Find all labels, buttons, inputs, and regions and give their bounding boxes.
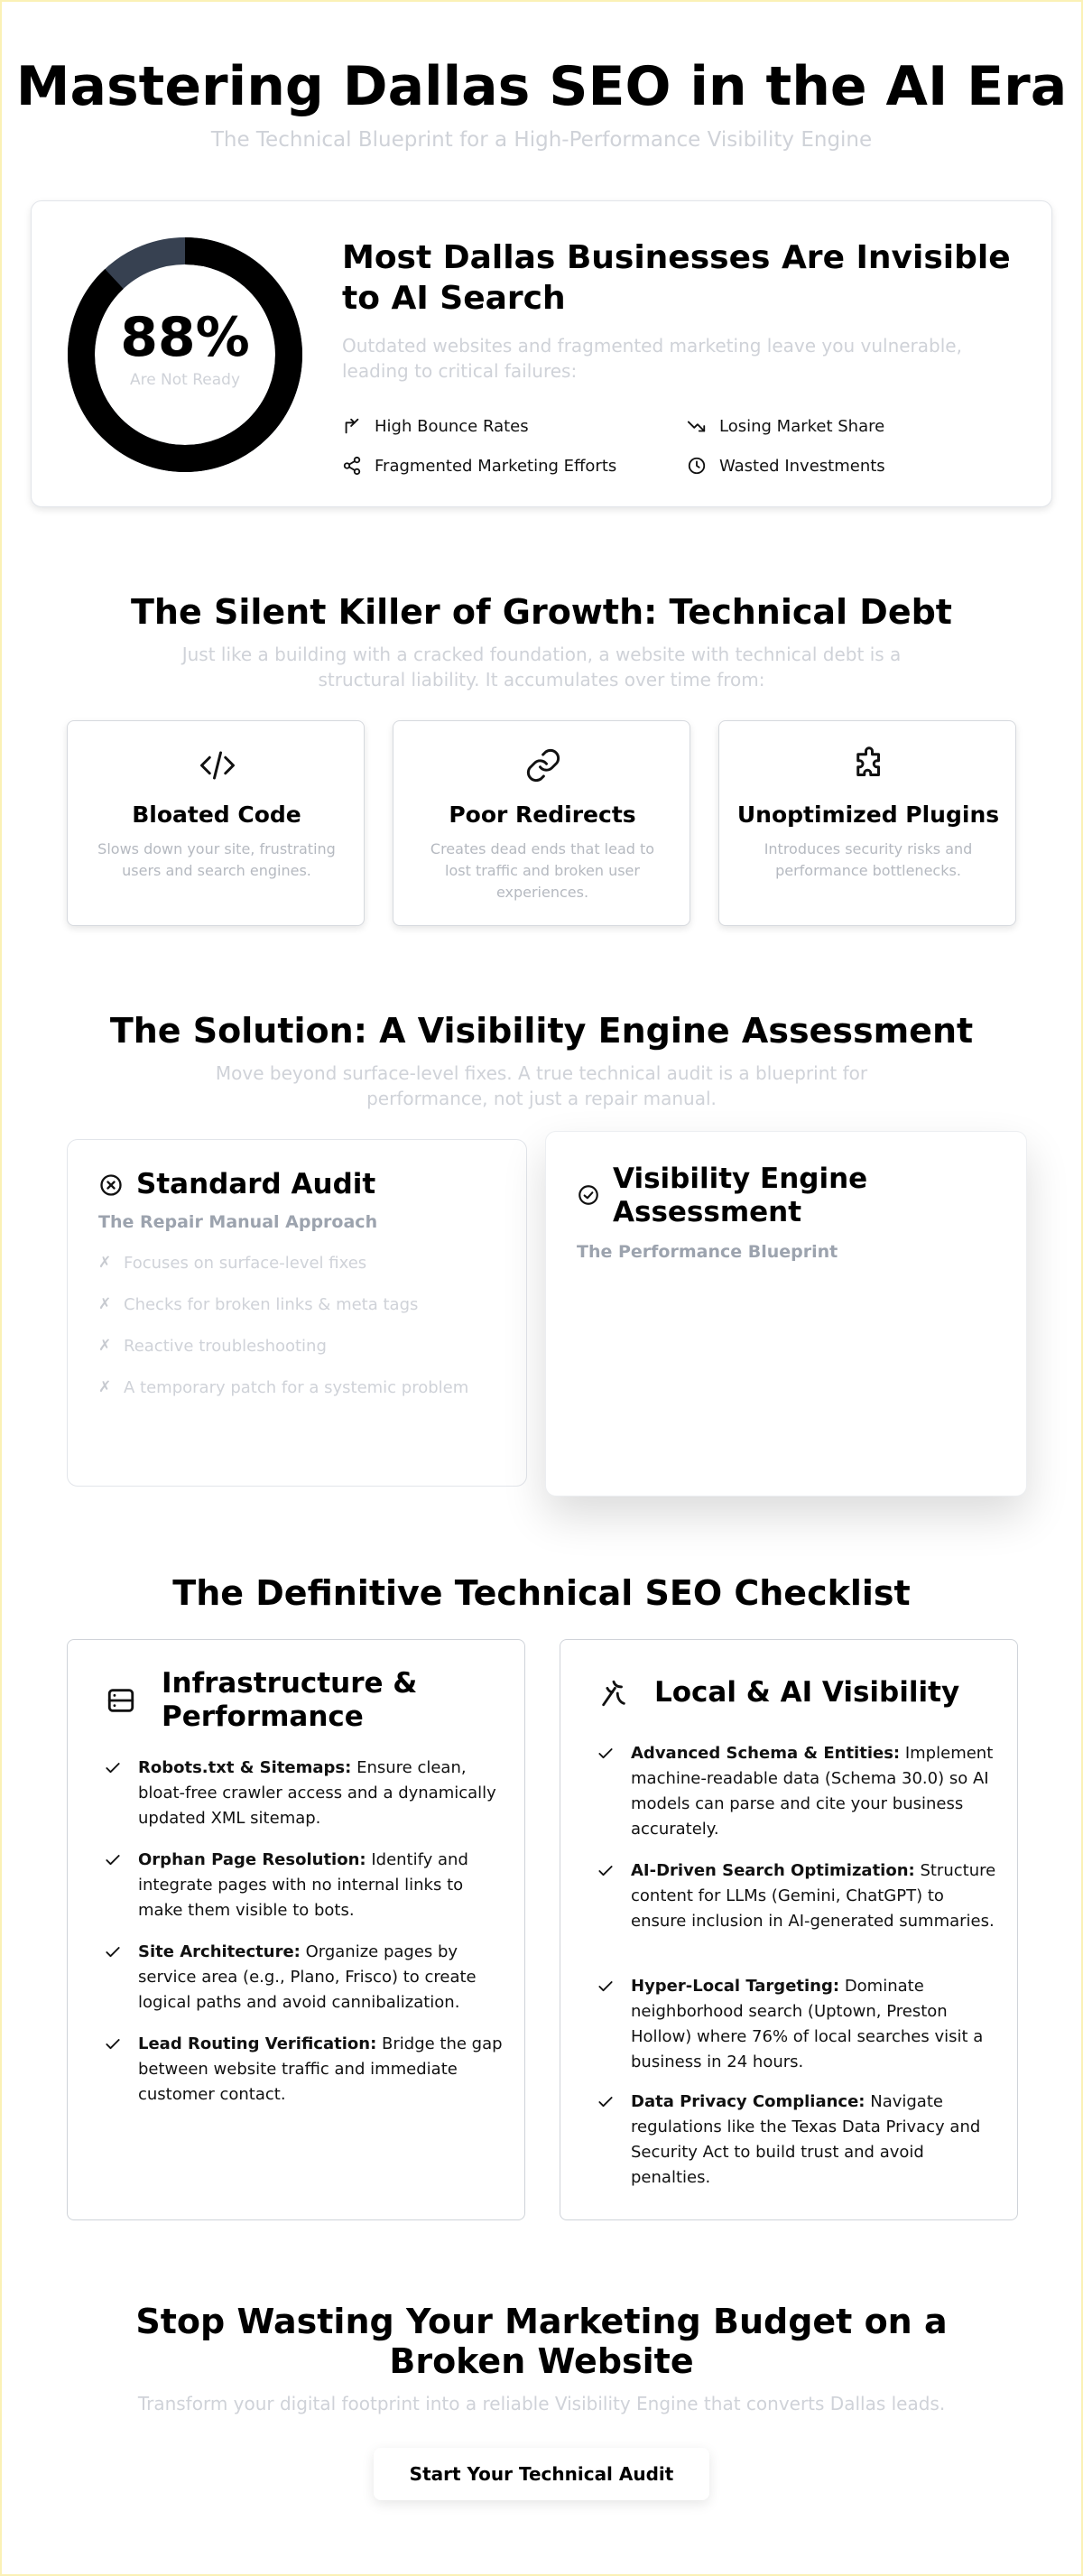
checklist-item-label: Site Architecture:	[138, 1942, 301, 1961]
checklist-item-text	[631, 1741, 1001, 1842]
failure-item	[342, 412, 529, 440]
cross-icon: ✗	[98, 1378, 112, 1396]
debt-card-bloated-code	[67, 720, 365, 926]
checklist-item-body: Bridge the gap between website traffic and immediate customer contact.	[138, 2034, 503, 2104]
checklist-local-ai-card	[560, 1639, 1018, 2220]
visibility-engine-title: Visibility Engine Assessment	[613, 1163, 868, 1228]
checklist-infrastructure-card	[67, 1639, 525, 2220]
failure-label: Fragmented Marketing Efforts	[375, 456, 617, 476]
invisible-businesses-card	[31, 200, 1052, 507]
checklist-item-label: Robots.txt & Sitemaps:	[138, 1758, 352, 1777]
cta-description: Transform your digital footprint into a reliable Visibility Engine that converts Dallas leads.	[137, 2393, 946, 2414]
standard-audit-item	[98, 1333, 327, 1358]
checklist-column-title: Infrastructure & Performance	[162, 1667, 418, 1733]
server-icon	[106, 1685, 136, 1716]
check-icon	[597, 1978, 615, 1996]
checklist-item-label: Data Privacy Compliance:	[631, 2092, 865, 2111]
debt-section-title: The Silent Killer of Growth: Technical Debt	[131, 592, 952, 632]
visibility-engine-subtitle: The Performance Blueprint	[577, 1242, 838, 1262]
alert-description: Outdated websites and fragmented marketing leave you vulnerable, leading to critical failures:	[342, 335, 962, 382]
circle-x-icon	[98, 1172, 124, 1198]
failure-label: Wasted Investments	[719, 456, 885, 476]
standard-audit-item	[98, 1250, 366, 1275]
debt-card-title: Poor Redirects	[449, 802, 636, 828]
code-icon	[199, 746, 236, 784]
checklist-item-text	[138, 1756, 508, 1831]
check-icon	[104, 1759, 122, 1777]
checklist-item-body: Navigate regulations like the Texas Data Privacy and Security Act to build trust and avoid penalties.	[631, 2092, 981, 2187]
checklist-item-text	[631, 1974, 1001, 2075]
check-icon	[597, 2093, 615, 2111]
checklist-item-text	[138, 2032, 508, 2108]
cross-icon: ✗	[98, 1337, 112, 1355]
standard-audit-title: Standard Audit	[136, 1168, 376, 1200]
checklist-item-body: Structure content for LLMs (Gemini, ChatGPT) to ensure inclusion in AI-generated summaries.	[631, 1861, 996, 1931]
magic-wand-icon	[598, 1678, 629, 1709]
debt-card-title: Unoptimized Plugins	[736, 802, 1000, 828]
page-title: Mastering Dallas SEO in the AI Era	[15, 55, 1068, 118]
standard-audit-card	[67, 1139, 527, 1487]
debt-card-description: Introduces security risks and performance bottlenecks.	[764, 840, 973, 879]
readiness-percent: 88%	[120, 306, 250, 369]
failure-label: Losing Market Share	[719, 416, 885, 436]
debt-section-description: Just like a building with a cracked foundation, a website with technical debt is a structural liability. It accumulates over time from:	[181, 644, 902, 690]
check-icon	[597, 1745, 615, 1763]
checklist-section-title: The Definitive Technical SEO Checklist	[172, 1573, 911, 1613]
standard-audit-item-text: Focuses on surface-level fixes	[124, 1253, 367, 1273]
clock-icon	[687, 456, 707, 476]
standard-audit-item-text: Checks for broken links & meta tags	[124, 1294, 419, 1314]
standard-audit-item	[98, 1292, 418, 1317]
standard-audit-item-text: A temporary patch for a systemic problem	[124, 1377, 469, 1397]
visibility-engine-card	[545, 1131, 1027, 1496]
cta-title: Stop Wasting Your Marketing Budget on a Broken Website	[135, 2302, 948, 2381]
alert-title: Most Dallas Businesses Are Invisible to AI Search	[342, 239, 1011, 317]
bounce-arrow-icon	[342, 416, 362, 436]
checklist-item-body: Ensure clean, bloat-free crawler access and a dynamically updated XML sitemap.	[138, 1758, 496, 1828]
share-nodes-icon	[342, 456, 362, 476]
failure-item	[342, 452, 616, 479]
page-subtitle: The Technical Blueprint for a High-Performance Visibility Engine	[210, 128, 873, 152]
check-icon	[597, 1862, 615, 1880]
standard-audit-subtitle: The Repair Manual Approach	[98, 1212, 378, 1232]
checklist-item-label: AI-Driven Search Optimization:	[631, 1861, 915, 1880]
check-icon	[104, 1943, 122, 1961]
failure-item	[687, 452, 885, 479]
checklist-item-body: Dominate neighborhood search (Uptown, Preston Hollow) where 76% of local searches visit a business in 24 hours.	[631, 1977, 984, 2071]
standard-audit-item-text: Reactive troubleshooting	[124, 1336, 327, 1356]
debt-card-title: Bloated Code	[132, 802, 301, 828]
debt-card-unoptimized-plugins	[718, 720, 1016, 926]
cross-icon: ✗	[98, 1254, 112, 1272]
checklist-item-body: Organize pages by service area (e.g., Plano, Frisco) to create logical paths and avoid cannibalization.	[138, 1942, 477, 2012]
failure-item	[687, 412, 884, 440]
readiness-caption: Are Not Ready	[129, 371, 241, 389]
debt-card-description: Creates dead ends that lead to lost traffic and broken user experiences.	[430, 840, 655, 901]
cross-icon: ✗	[98, 1295, 112, 1313]
debt-card-description: Slows down your site, frustrating users and search engines.	[97, 840, 336, 879]
checklist-item-label: Lead Routing Verification:	[138, 2034, 377, 2053]
checklist-item-label: Hyper-Local Targeting:	[631, 1977, 840, 1996]
check-icon	[104, 1851, 122, 1869]
standard-audit-item	[98, 1375, 468, 1400]
check-icon	[104, 2035, 122, 2053]
checklist-item-text	[631, 1858, 1001, 1934]
checklist-column-title: Local & AI Visibility	[654, 1676, 960, 1709]
checklist-item-label: Advanced Schema & Entities:	[631, 1744, 901, 1763]
puzzle-icon	[850, 746, 888, 784]
checklist-item-text	[138, 1940, 508, 2015]
debt-card-poor-redirects	[393, 720, 690, 926]
checklist-item-label: Orphan Page Resolution:	[138, 1850, 366, 1869]
solution-section-title: The Solution: A Visibility Engine Assessment	[109, 1011, 974, 1051]
failure-label: High Bounce Rates	[375, 416, 529, 436]
solution-section-description: Move beyond surface-level fixes. A true technical audit is a blueprint for performance, not just a repair manual.	[215, 1062, 868, 1109]
circle-check-icon	[577, 1183, 600, 1207]
trend-down-icon	[687, 416, 707, 436]
checklist-item-text	[138, 1848, 508, 1923]
checklist-item-body: Implement machine-readable data (Schema 30.0) so AI models can parse and cite your business accurately.	[631, 1744, 994, 1839]
link-icon	[524, 746, 562, 784]
start-audit-button[interactable]: Start Your Technical Audit	[374, 2448, 709, 2500]
checklist-item-body: Identify and integrate pages with no internal links to make them visible to bots.	[138, 1850, 468, 1920]
checklist-item-text	[631, 2090, 1001, 2191]
